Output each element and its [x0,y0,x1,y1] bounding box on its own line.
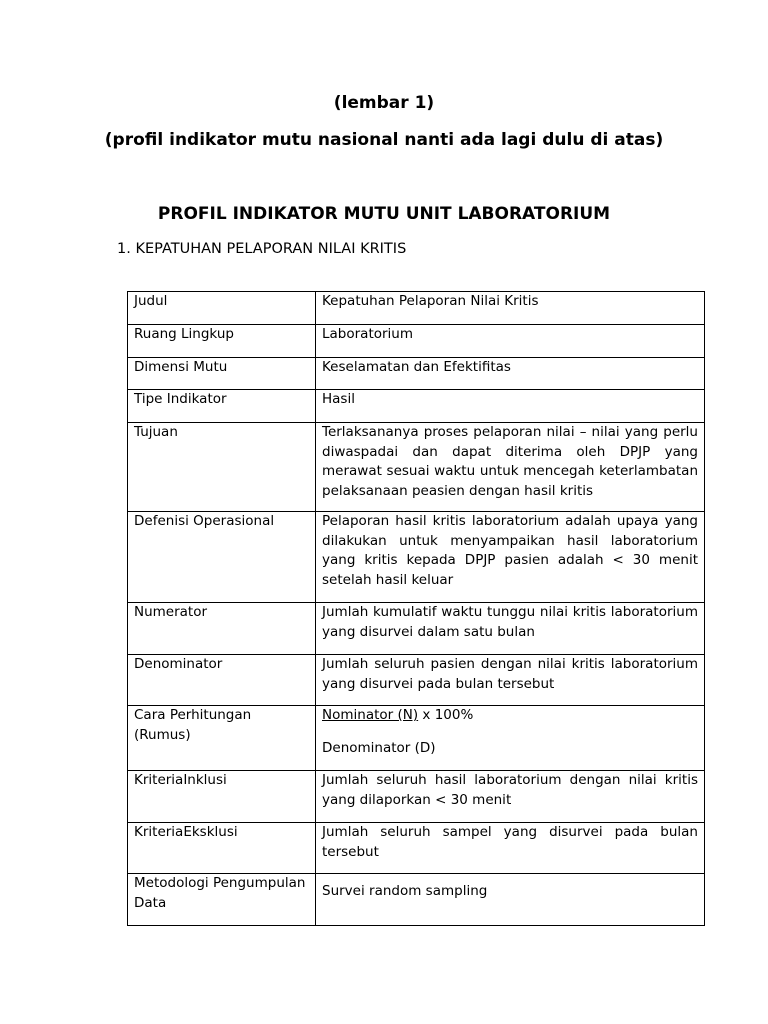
row-label: Defenisi Operasional [128,512,316,603]
row-label: KriteriaInklusi [128,771,316,823]
section-number: 1. [117,241,131,257]
table-row [128,292,705,325]
formula-cell [316,706,705,771]
row-value: Jumlah kumulatif waktu tunggu nilai kritis laboratorium yang disurvei dalam satu bulan [316,603,705,655]
table-row [128,423,705,512]
table-row [128,325,705,358]
row-value: Terlaksananya proses pelaporan nilai – nilai yang perlu diwaspadai dan dapat diterima oleh DPJP yang merawat sesuai waktu untuk mencegah keterlambatan pelaksanaan peasien dengan hasil kritis [316,423,705,512]
row-value: Jumlah seluruh pasien dengan nilai kritis laboratorium yang disurvei pada bulan tersebut [316,655,705,706]
row-label: KriteriaEksklusi [128,823,316,874]
row-label: Dimensi Mutu [128,358,316,390]
formula-multiplier: x 100% [418,707,474,723]
table-row [128,358,705,390]
sheet-label: (lembar 1) [333,93,435,113]
table-row [128,823,705,874]
note-heading: (profil indikator mutu nasional nanti ada lagi dulu di atas) [104,130,664,150]
formula-denominator: Denominator (D) [322,739,436,756]
table-row [128,655,705,706]
table-row [128,603,705,655]
row-value: Laboratorium [316,325,705,358]
row-value: Survei random sampling [316,874,705,926]
row-label: Ruang Lingkup [128,325,316,358]
table-row [128,874,705,926]
document-title: PROFIL INDIKATOR MUTU UNIT LABORATORIUM [157,204,611,224]
row-label: Metodologi Pengumpulan Data [128,874,316,926]
formula-fraction [322,706,698,726]
row-value: Hasil [316,390,705,423]
row-label: Tujuan [128,423,316,512]
table-row [128,390,705,423]
row-value: Jumlah seluruh hasil laboratorium dengan nilai kritis yang dilaporkan < 30 menit [316,771,705,823]
row-label: Denominator [128,655,316,706]
row-value: Jumlah seluruh sampel yang disurvei pada bulan tersebut [316,823,705,874]
row-value: Kepatuhan Pelaporan Nilai Kritis [316,292,705,325]
formula-numerator: Nominator (N) [322,707,419,723]
indicator-profile-table [127,291,705,926]
section-heading [117,241,406,257]
section-title: KEPATUHAN PELAPORAN NILAI KRITIS [135,241,407,257]
row-label: Numerator [128,603,316,655]
row-value: Keselamatan dan Efektifitas [316,358,705,390]
table-row [128,771,705,823]
table-row [128,706,705,771]
row-label: Tipe Indikator [128,390,316,423]
row-label: Cara Perhitungan (Rumus) [128,706,316,771]
row-label: Judul [128,292,316,325]
table-row [128,512,705,603]
row-value: Pelaporan hasil kritis laboratorium adalah upaya yang dilakukan untuk menyampaikan hasil laboratorium yang kritis kepada DPJP pasien adalah < 30 menit setelah hasil keluar [316,512,705,603]
